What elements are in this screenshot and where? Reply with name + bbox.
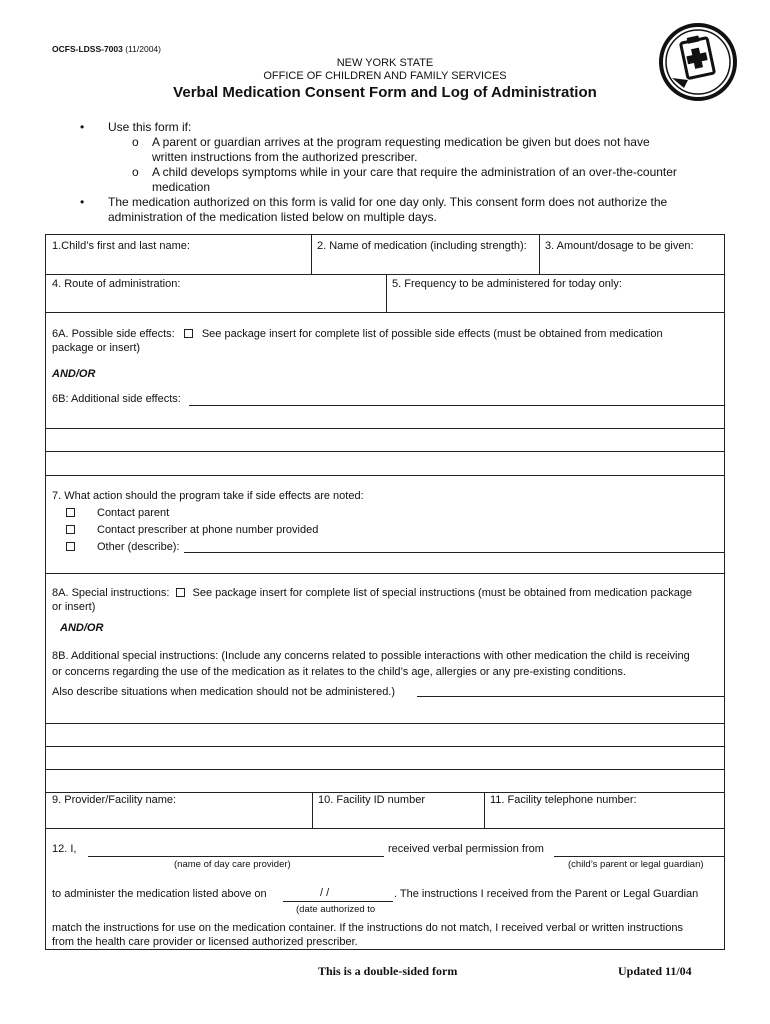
action-contact-prescriber[interactable]: Contact prescriber at phone number provided <box>66 523 318 537</box>
special-instructions-package-checkbox[interactable] <box>176 588 185 597</box>
match-instructions-text: match the instructions for use on the medication container. If the instructions do not match, I received verbal or written instructions from the health care provider or licensed authorized prescriber. <box>52 922 683 948</box>
additional-special-instructions-label: 8B. Additional special instructions: (Include any concerns related to possible interactions with other medication the child is receiving or concerns regarding the use of the medication as it relates to the child’s age, allergies or any pre-existing conditions. <box>52 650 690 678</box>
updated-note: Updated 11/04 <box>618 964 692 978</box>
statement-i-label: 12. I, <box>52 843 77 855</box>
form-id <box>52 44 161 54</box>
bullet-valid-one-day: • The medication authorized on this form is valid for one day only. This consent form does not authorize the administration of the medication listed below on multiple days. <box>80 195 668 224</box>
parent-caption: (child’s parent or legal guardian) <box>568 859 704 870</box>
provider-name-line[interactable] <box>88 856 384 857</box>
contact-prescriber-checkbox[interactable] <box>66 525 75 534</box>
page-title: Verbal Medication Consent Form and Log of Administration <box>173 84 597 101</box>
date-slashes: / / <box>320 887 330 899</box>
action-contact-parent[interactable]: Contact parent <box>66 506 169 520</box>
side-effect-action-label: 7. What action should the program take if side effects are noted: <box>52 490 364 502</box>
bullet-use-if: • Use this form if: <box>80 120 730 135</box>
double-sided-note: This is a double-sided form <box>318 964 458 978</box>
instructions-received-label: . The instructions I received from the Parent or Legal Guardian <box>394 888 699 900</box>
additional-side-effects-line[interactable] <box>189 405 724 406</box>
authorized-date-line[interactable] <box>283 901 393 902</box>
received-permission-label: received verbal permission from <box>388 843 544 855</box>
office-heading: OFFICE OF CHILDREN AND FAMILY SERVICES <box>263 70 507 82</box>
special-instructions-label: 8A. Special instructions: <box>52 587 170 599</box>
side-effects-package-checkbox[interactable] <box>184 329 193 338</box>
additional-side-effects-label: 6B: Additional side effects: <box>52 393 181 405</box>
special-instructions-line[interactable] <box>417 696 724 697</box>
facility-id-field[interactable]: 10. Facility ID number <box>318 794 425 806</box>
action-other[interactable]: Other (describe): <box>66 540 180 554</box>
other-action-checkbox[interactable] <box>66 542 75 551</box>
facility-phone-field[interactable]: 11. Facility telephone number: <box>490 794 637 806</box>
other-action-line[interactable] <box>184 552 724 553</box>
facility-name-field[interactable]: 9. Provider/Facility name: <box>52 794 177 806</box>
andor-label-1: AND/OR <box>52 368 96 380</box>
date-caption: (date authorized to <box>296 904 376 915</box>
andor-label-2: AND/OR <box>60 622 104 634</box>
use-if-text: Use this form if: <box>108 120 192 134</box>
do-not-administer-label: Also describe situations when medication should not be administered.) <box>52 686 396 698</box>
parent-name-line[interactable] <box>554 856 724 857</box>
special-instructions-section: 8A. Special instructions: See package insert for complete list of special instructions (must be obtained from medication package or insert) <box>52 587 693 613</box>
form-grid <box>45 234 725 950</box>
form-date: (11/2004) <box>125 44 161 54</box>
route-field[interactable]: 4. Route of administration: <box>52 278 181 290</box>
contact-parent-checkbox[interactable] <box>66 508 75 517</box>
sub-bullet-symptoms: o A child develops symptoms while in your care that require the administration of an over-the-counter medication <box>132 165 677 194</box>
frequency-field[interactable]: 5. Frequency to be administered for today only: <box>392 278 622 290</box>
medication-name-field[interactable]: 2. Name of medication (including strength): <box>317 240 527 252</box>
child-name-field[interactable]: 1.Child’s first and last name: <box>52 240 190 252</box>
administer-on-label: to administer the medication listed above on <box>52 888 267 900</box>
sub-bullet-parent: o A parent or guardian arrives at the program requesting medication be given but does not have written instructions from the authorized prescriber. <box>132 135 650 164</box>
clipboard-medical-cross-icon <box>658 22 738 102</box>
side-effects-label: 6A. Possible side effects: <box>52 328 175 340</box>
state-heading: NEW YORK STATE <box>336 57 434 69</box>
form-code: OCFS-LDSS-7003 <box>52 44 123 54</box>
instructions <box>80 120 730 225</box>
provider-caption: (name of day care provider) <box>174 859 291 870</box>
dosage-field[interactable]: 3. Amount/dosage to be given: <box>545 240 694 252</box>
side-effects-section: 6A. Possible side effects: See package insert for complete list of possible side effects (must be obtained from medication package or insert) <box>52 328 663 354</box>
